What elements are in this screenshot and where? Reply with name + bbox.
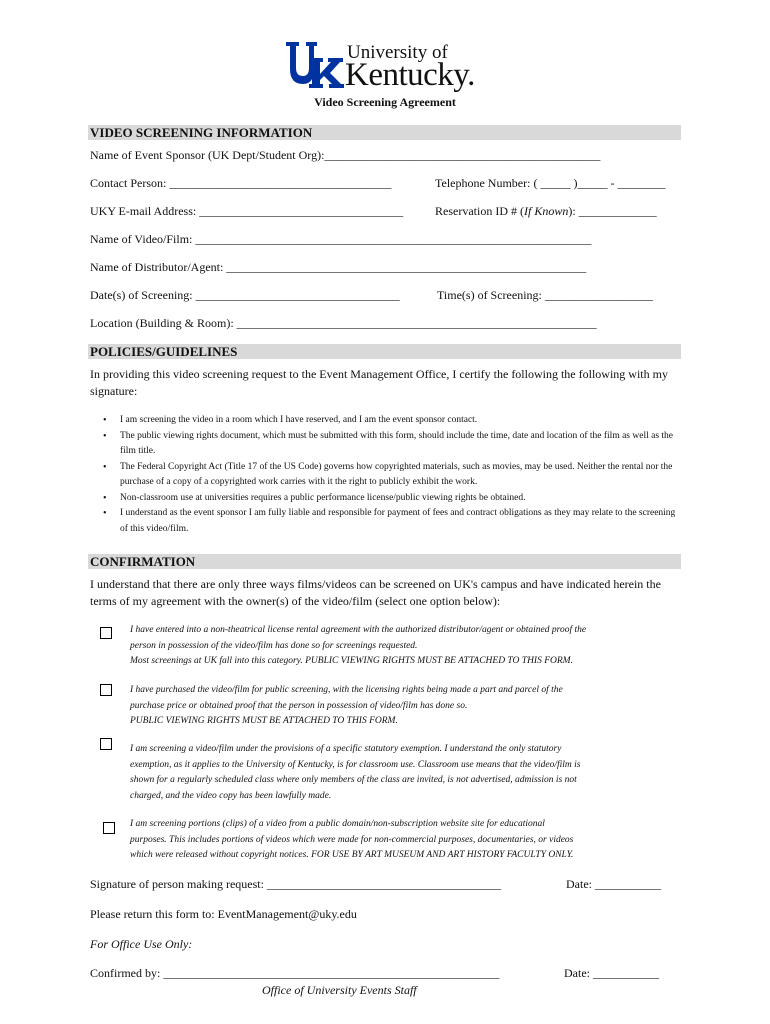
section-heading-confirmation: CONFIRMATION bbox=[88, 554, 681, 569]
office-use-label: For Office Use Only: bbox=[90, 937, 193, 951]
option-line: I have entered into a non-theatrical license rental agreement with the authorized distributor/agent or obtained proof the bbox=[130, 625, 587, 635]
option-checkbox-purchase[interactable] bbox=[100, 684, 112, 696]
logo-kentucky: Kentucky. bbox=[345, 57, 475, 93]
option-line: person in possession of the video/film has done so for screenings requested. bbox=[130, 640, 418, 651]
option-line: Most screenings at UK fall into this category. PUBLIC VIEWING RIGHTS MUST BE ATTACHED TO THIS FORM. bbox=[130, 656, 573, 666]
screening-times-field[interactable]: Time(s) of Screening: __________________ bbox=[437, 288, 653, 302]
reservation-id-field[interactable] bbox=[435, 204, 657, 219]
confirmation-intro: I understand that there are only three ways films/videos can be screened on UK's campus and have indicated herein the terms of my agreement with the owner(s) of the video/film (select one option below): bbox=[90, 577, 661, 608]
policies-list bbox=[90, 413, 682, 537]
university-logo bbox=[285, 40, 495, 92]
option-line: exemption, as it applies to the University of Kentucky, is for classroom use. Classroom use means that the video/film is bbox=[130, 759, 581, 770]
option-line: charged, and the video copy has been lawfully made. bbox=[130, 790, 332, 801]
email-field[interactable]: UKY E-mail Address: __________________________________ bbox=[90, 204, 404, 218]
section-heading-policies: POLICIES/GUIDELINES bbox=[88, 344, 681, 359]
option-line: purposes. This includes portions of videos which were made for non-commercial purposes, documentaries, or videos bbox=[130, 834, 574, 845]
document-title: Video Screening Agreement bbox=[314, 95, 456, 109]
policy-item: • The public viewing rights document, which must be submitted with this form, should include the time, date and location of the film as well as the film title. bbox=[90, 429, 682, 460]
logo-university-of: University of bbox=[347, 42, 448, 63]
option-line: which were released without copyright notices. FOR USE BY ART MUSEUM AND ART HISTORY FACULTY ONLY. bbox=[130, 850, 574, 860]
option-exemption-text bbox=[130, 742, 690, 804]
screening-dates-field[interactable]: Date(s) of Screening: __________________________________ bbox=[90, 288, 400, 302]
reservation-label-suffix: ): _____________ bbox=[568, 204, 657, 218]
uk-monogram-icon bbox=[285, 40, 345, 88]
return-instructions: Please return this form to: EventManagement@uky.edu bbox=[90, 907, 357, 921]
option-line: purchase price or obtained proof that the person in possession of video/film has done so. bbox=[130, 700, 468, 711]
policy-item: • I understand as the event sponsor I am fully liable and responsible for payment of fees and contract obligations as they may relate to the screening of this video/film. bbox=[90, 506, 682, 537]
policy-item: • Non-classroom use at universities requires a public performance license/public viewing rights be obtained. bbox=[90, 491, 682, 507]
option-purchase-text bbox=[130, 683, 690, 730]
location-field[interactable]: Location (Building & Room): ____________________________________________________________ bbox=[90, 316, 597, 330]
option-line: I am screening portions (clips) of a video from a public domain/non-subscription website site for educational bbox=[130, 819, 545, 829]
reservation-label-italic: If Known bbox=[523, 204, 569, 218]
option-line: I have purchased the video/film for public screening, with the licensing rights being made a part and parcel of the bbox=[130, 685, 563, 695]
policies-intro: In providing this video screening request to the Event Management Office, I certify the following the following with my signature: bbox=[90, 367, 668, 398]
option-line: shown for a regularly scheduled class where only members of the class are invited, is not advertised, admission is not bbox=[130, 775, 577, 785]
reservation-label-prefix: Reservation ID # ( bbox=[435, 204, 524, 218]
policy-item: • The Federal Copyright Act (Title 17 of the US Code) governs how copyrighted materials, such as movies, may be used. Neither the rental nor the purchase of a copy of a copyrighted work carries with it the right to publicly exhibit the work. bbox=[90, 460, 682, 491]
option-checkbox-exemption[interactable] bbox=[100, 738, 112, 750]
distributor-field[interactable]: Name of Distributor/Agent: ____________________________________________________________ bbox=[90, 260, 587, 274]
film-name-field[interactable]: Name of Video/Film: __________________________________________________________________ bbox=[90, 232, 592, 246]
contact-person-field[interactable]: Contact Person: _____________________________________ bbox=[90, 176, 392, 190]
option-line: PUBLIC VIEWING RIGHTS MUST BE ATTACHED TO THIS FORM. bbox=[130, 716, 398, 726]
option-clips-text bbox=[130, 817, 690, 864]
telephone-field[interactable]: Telephone Number: ( _____ )_____ - ________ bbox=[435, 176, 666, 190]
signature-field[interactable]: Signature of person making request: _______________________________________ bbox=[90, 877, 501, 891]
confirmed-date-field[interactable]: Date: ___________ bbox=[564, 966, 659, 980]
signature-date-field[interactable]: Date: ___________ bbox=[566, 877, 661, 891]
option-line: I am screening a video/film under the provisions of a specific statutory exemption. I understand the only statutory bbox=[130, 744, 562, 754]
sponsor-field[interactable]: Name of Event Sponsor (UK Dept/Student Org):______________________________________________ bbox=[90, 148, 601, 162]
section-heading-video-info: VIDEO SCREENING INFORMATION bbox=[88, 125, 681, 140]
policy-item: • I am screening the video in a room which I have reserved, and I am the event sponsor contact. bbox=[90, 413, 682, 429]
confirmed-by-field[interactable]: Confirmed by: ________________________________________________________ bbox=[90, 966, 500, 980]
option-license-text bbox=[130, 623, 690, 670]
option-checkbox-license[interactable] bbox=[100, 627, 112, 639]
option-checkbox-clips[interactable] bbox=[103, 822, 115, 834]
staff-label: Office of University Events Staff bbox=[262, 983, 417, 997]
